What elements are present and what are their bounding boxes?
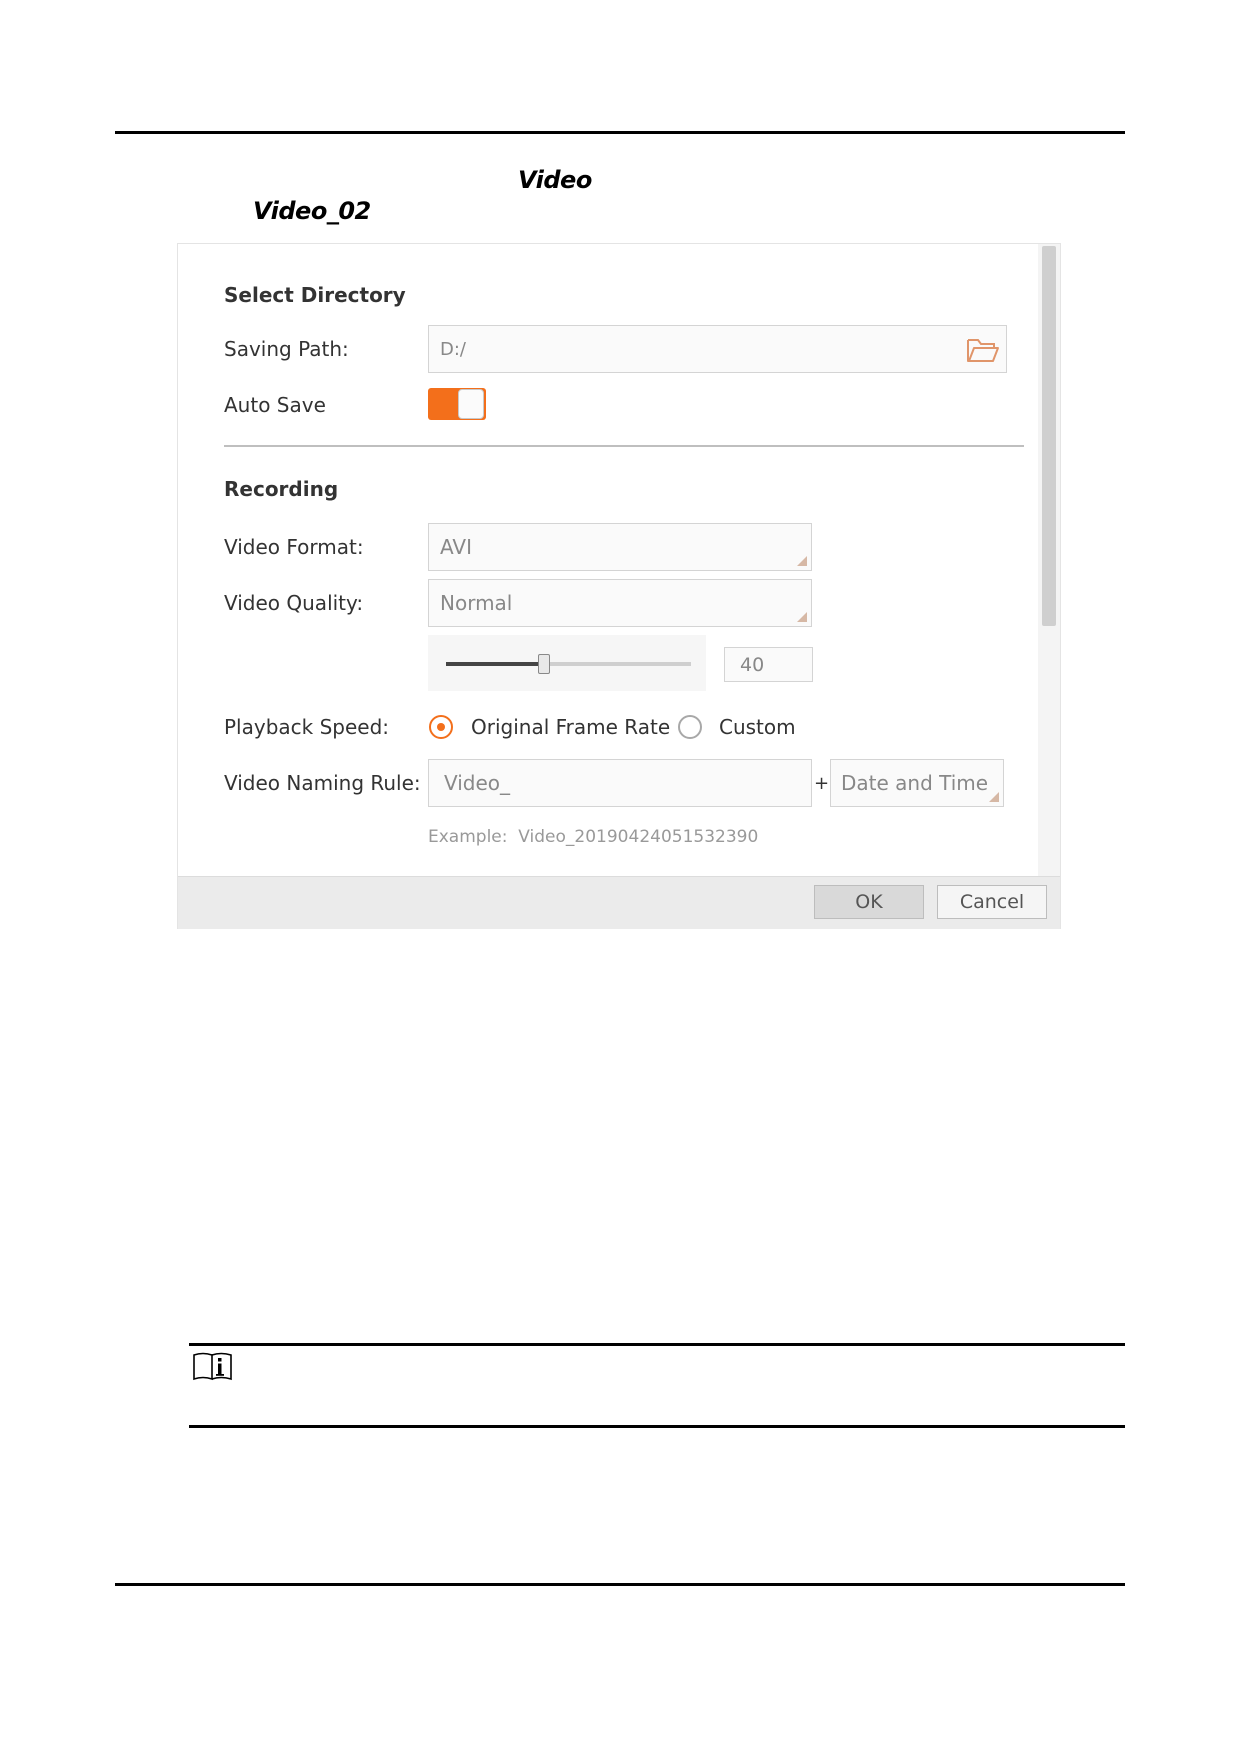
radio-original-frame-rate[interactable] [429,715,453,739]
section-divider [224,445,1024,447]
video-format-select[interactable] [428,523,812,571]
dialog-body [178,244,1038,876]
local-configuration-dialog [177,243,1061,929]
naming-suffix-select[interactable] [830,759,1004,807]
quality-slider-handle[interactable] [538,654,550,674]
original-frame-rate-label[interactable]: Original Frame Rate [471,715,671,739]
header-rule [115,131,1125,134]
section-title-recording: Recording [224,477,339,501]
custom-label[interactable]: Custom [719,715,796,739]
playback-speed-label: Playback Speed: [224,715,390,739]
video-quality-label: Video Quality: [224,591,364,615]
saving-path-value: D:/ [440,338,466,360]
section-title-select-directory: Select Directory [224,283,406,307]
video-quality-value: Normal [440,591,513,615]
naming-example-text: Example: Video_20190424051532390 [428,827,759,847]
video-quality-select[interactable] [428,579,812,627]
italic-term-video-02: Video_02 [253,197,371,225]
radio-custom[interactable] [678,715,702,739]
auto-save-label: Auto Save [224,393,326,417]
auto-save-toggle[interactable] [428,388,486,420]
toggle-knob [458,389,484,419]
saving-path-label: Saving Path: [224,337,349,361]
naming-prefix-input[interactable] [428,759,812,807]
note-book-info-icon [192,1351,234,1386]
naming-suffix-value: Date and Time [841,771,989,795]
scrollbar-thumb[interactable] [1042,246,1056,626]
note-top-rule [189,1343,1125,1346]
cancel-button[interactable]: Cancel [937,885,1047,919]
video-format-label: Video Format: [224,535,364,559]
note-bottom-rule [189,1425,1125,1428]
video-format-value: AVI [440,535,472,559]
quality-value: 40 [740,653,765,676]
ok-button[interactable]: OK [814,885,924,919]
italic-term-video: Video [518,166,592,194]
dialog-footer [178,876,1060,929]
video-naming-rule-label: Video Naming Rule: [224,771,421,795]
footer-rule [115,1583,1125,1586]
dropdown-corner-icon [989,792,999,802]
quality-slider-fill [446,662,544,666]
folder-open-icon[interactable] [966,336,1000,369]
naming-prefix-value: Video_ [444,771,511,795]
quality-value-input[interactable] [724,647,813,682]
naming-plus: + [814,773,830,794]
saving-path-input[interactable] [428,325,1007,373]
dropdown-corner-icon [797,612,807,622]
dropdown-corner-icon [797,556,807,566]
